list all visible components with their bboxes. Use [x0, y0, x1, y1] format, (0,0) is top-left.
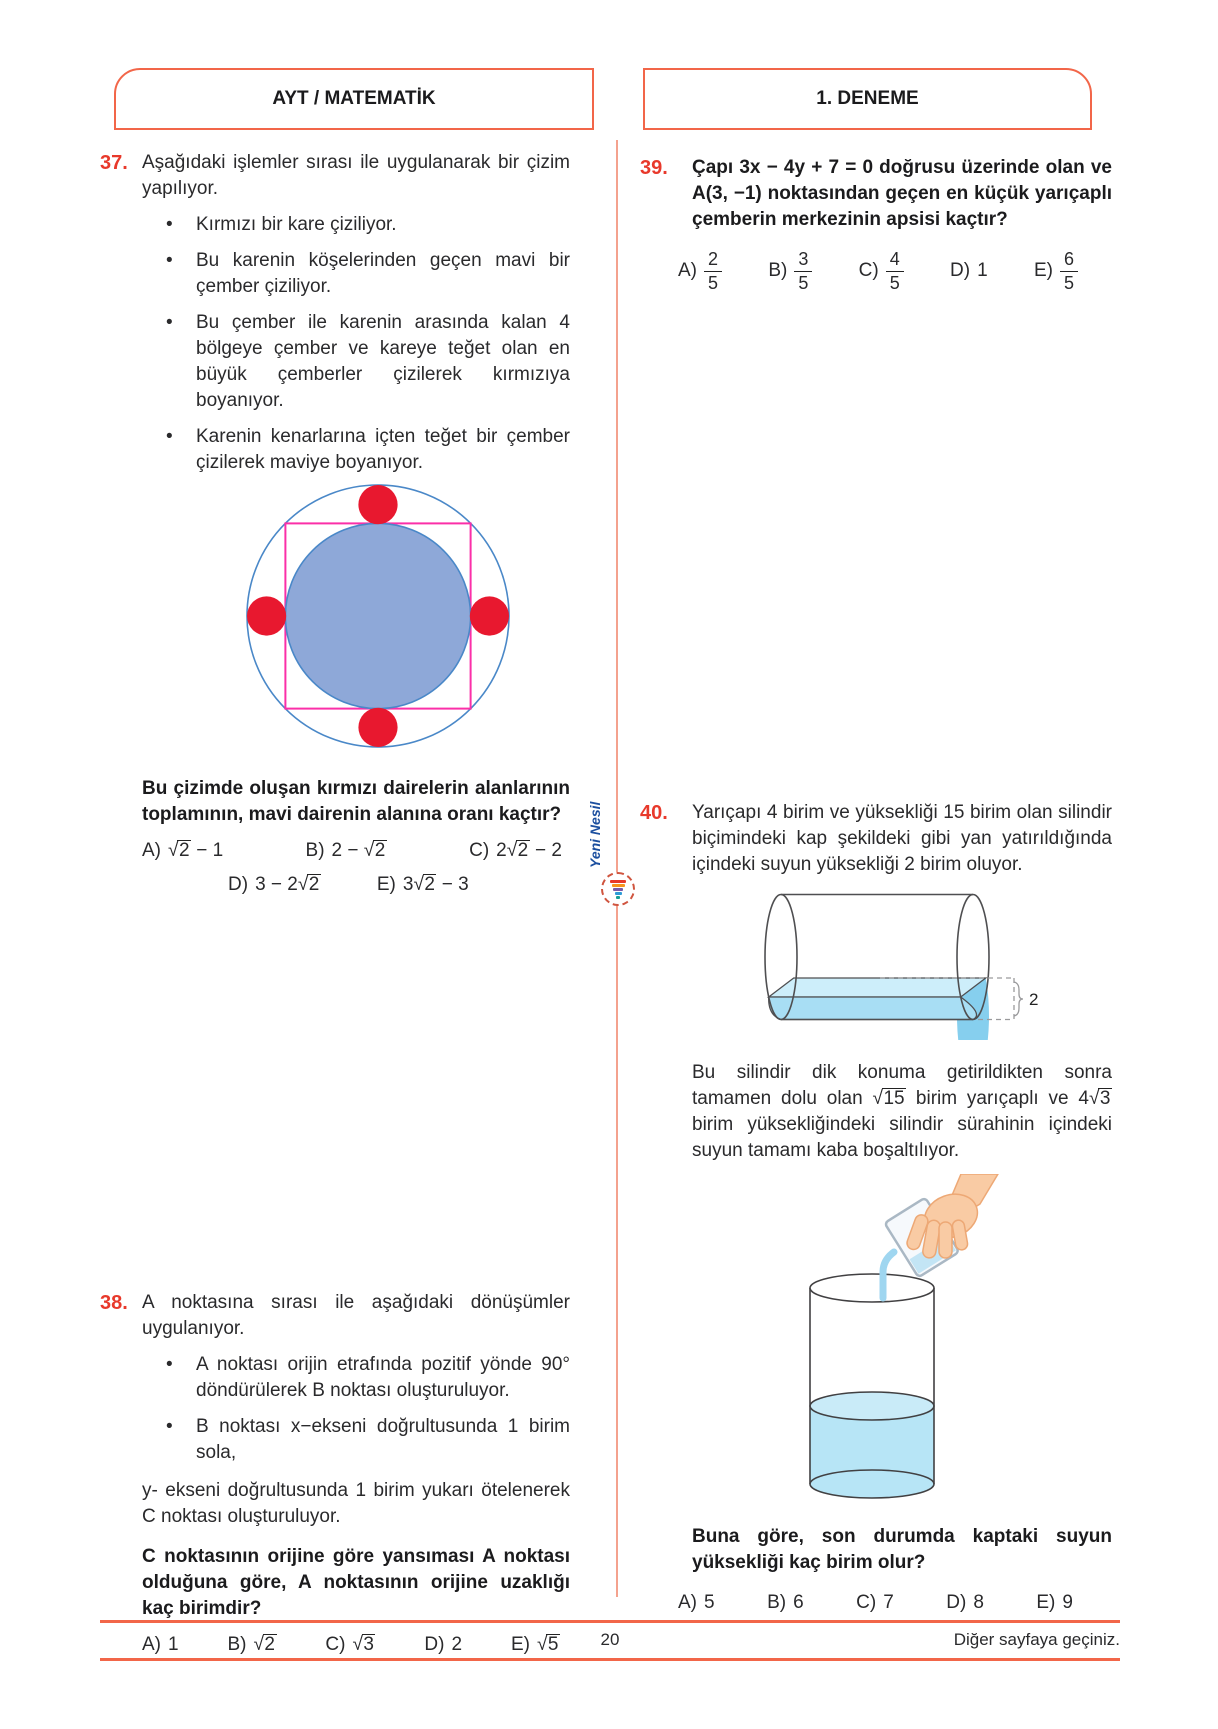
- header-left-box: [114, 68, 594, 130]
- question-40-options-row: [678, 1590, 1073, 1616]
- bullet-icon: •: [166, 312, 173, 333]
- option-d: D) 2: [424, 1634, 463, 1655]
- bullet-icon: •: [166, 1416, 173, 1437]
- question-40-number: 40.: [640, 802, 668, 824]
- q40-pouring-figure: [788, 1174, 1068, 1514]
- option-a: A) 5: [678, 1592, 715, 1613]
- bullet-icon: •: [166, 1354, 173, 1375]
- option-a: A) 1: [142, 1634, 179, 1655]
- question-38-bullet-1: [142, 1352, 570, 1404]
- option-c: C) 2√2 − 2: [469, 840, 562, 861]
- option-c: C) √3: [325, 1634, 374, 1655]
- bullet-text: Bu karenin köşelerinden geçen mavi bir çember çiziliyor.: [196, 250, 570, 297]
- page-number: 20: [600, 1630, 620, 1649]
- cylinder-bottom: [810, 1470, 934, 1498]
- bullet-text: Bu çember ile karenin arasında kalan 4 bölgeye çember ve kareye teğet olan en büyük çemberler çizilerek kırmızıya boyanıyor.: [196, 312, 570, 411]
- question-38-bullet-2: [142, 1414, 570, 1466]
- question-37-bullet-1: [142, 212, 570, 238]
- red-circle-right: [470, 596, 509, 635]
- question-37-bullet-2: [142, 248, 570, 300]
- header-right-box: [643, 68, 1092, 130]
- option-a: A) √2 − 1: [142, 840, 224, 861]
- red-circle-left: [247, 596, 286, 635]
- red-circle-bottom: [358, 708, 397, 747]
- question-40-intro: Yarıçapı 4 birim ve yüksekliği 15 birim olan silindir biçimindeki kap şekildeki gibi yan yatırıldığında içindeki suyun yüksekliği 2 birim oluyor.: [692, 802, 1112, 875]
- question-39: [640, 155, 1112, 293]
- footer-rule-top: [100, 1620, 1120, 1623]
- bullet-text: Karenin kenarlarına içten teğet bir çember çizilerek maviye boyanıyor.: [196, 426, 570, 473]
- red-circle-top: [358, 485, 397, 524]
- bullet-icon: •: [166, 214, 173, 235]
- question-39-question: Çapı 3x − 4y + 7 = 0 doğrusu üzerinde olan ve A(3, −1) noktasından geçen en küçük yarıçaplı çemberin merkezinin apsisi kaçtır?: [692, 157, 1112, 230]
- question-37-bullet-3: [142, 310, 570, 414]
- finger: [939, 1222, 952, 1258]
- next-page-note: Diğer sayfaya geçiniz.: [953, 1630, 1120, 1649]
- option-b: B) √2: [227, 1634, 275, 1655]
- question-39-number: 39.: [640, 157, 668, 179]
- question-38-continuation: y- ekseni doğrultusunda 1 birim yukarı ötelenerek C noktası oluşturuluyor.: [142, 1480, 570, 1527]
- bullet-text: Kırmızı bir kare çiziliyor.: [196, 214, 397, 235]
- option-c: C) 7: [856, 1592, 894, 1613]
- inner-blue-circle: [285, 523, 470, 708]
- option-d: D) 1: [950, 260, 988, 282]
- question-39-options-row: [678, 249, 1078, 293]
- question-37-number: 37.: [100, 152, 128, 174]
- question-40-middle: Bu silindir dik konuma getirildikten sonra tamamen dolu olan √15 birim yarıçaplı ve 4√3 birim yüksekliğindeki silindir sürahinin içindeki suyun tamamı kaba boşaltılıyor.: [692, 1062, 1112, 1161]
- question-37-options-row-1: [142, 838, 562, 864]
- water-top-face: [769, 978, 986, 997]
- water-surface: [810, 1392, 934, 1420]
- bullet-text: B noktası x−ekseni doğrultusunda 1 birim sola,: [196, 1416, 570, 1463]
- header-left-title: AYT / MATEMATİK: [272, 88, 436, 109]
- option-a: A) $\frac{2}{5}$: [678, 249, 722, 293]
- option-e: E) $\frac{6}{5}$: [1034, 249, 1078, 293]
- question-37-intro: Aşağıdaki işlemler sırası ile uygulanarak bir çizim yapılıyor.: [142, 152, 570, 199]
- column-divider: [616, 140, 618, 1597]
- hand: [905, 1174, 998, 1259]
- cylinder-opening: [810, 1274, 934, 1302]
- option-c: C) $\frac{4}{5}$: [859, 249, 904, 293]
- height-brace: [1014, 982, 1023, 1016]
- q37-circles-figure: [244, 482, 512, 750]
- water-front-face: [769, 997, 977, 1020]
- option-b: B) 6: [767, 1592, 804, 1613]
- bullet-icon: •: [166, 250, 173, 271]
- option-e: E) √5: [510, 1634, 559, 1655]
- question-37-bullet-4: [142, 424, 570, 476]
- option-d: D) 8: [946, 1592, 984, 1613]
- yeni-nesil-logo-text: Yeni Nesil: [588, 772, 602, 868]
- question-38-number: 38.: [100, 1292, 128, 1314]
- option-b: B) $\frac{3}{5}$: [768, 249, 812, 293]
- bullet-text: A noktası orijin etrafında pozitif yönde 90° döndürülerek B noktası oluşturuluyor.: [196, 1354, 570, 1401]
- option-b: B) 2 − √2: [305, 840, 386, 861]
- option-e: E) 9: [1036, 1592, 1073, 1613]
- question-37-options-row-2: [228, 872, 570, 898]
- question-38-question: C noktasının orijine göre yansıması A noktası olduğuna göre, A noktasının orijine uzaklığı kaç birimdir?: [142, 1546, 570, 1619]
- question-38-intro: A noktasına sırası ile aşağıdaki dönüşümler uygulanıyor.: [142, 1292, 570, 1339]
- q40-lying-cylinder-figure: [750, 890, 1050, 1040]
- option-d: D) 3 − 2√2: [228, 874, 320, 895]
- header-right-title: 1. DENEME: [816, 88, 919, 109]
- question-37: [100, 150, 570, 898]
- bullet-icon: •: [166, 426, 173, 447]
- question-40-question: Buna göre, son durumda kaptaki suyun yüksekliği kaç birim olur?: [692, 1526, 1112, 1573]
- question-38: [100, 1290, 570, 1658]
- water-height-label: 2: [1029, 990, 1039, 1009]
- footer-rule-bottom: [100, 1658, 1120, 1661]
- option-e: E) 3√2 − 3: [376, 874, 469, 895]
- question-37-question: Bu çizimde oluşan kırmızı dairelerin alanlarının toplamının, mavi dairenin alanına oranı kaçtır?: [142, 778, 570, 825]
- yeni-nesil-logo-icon: [601, 872, 635, 906]
- question-40: [640, 800, 1112, 1616]
